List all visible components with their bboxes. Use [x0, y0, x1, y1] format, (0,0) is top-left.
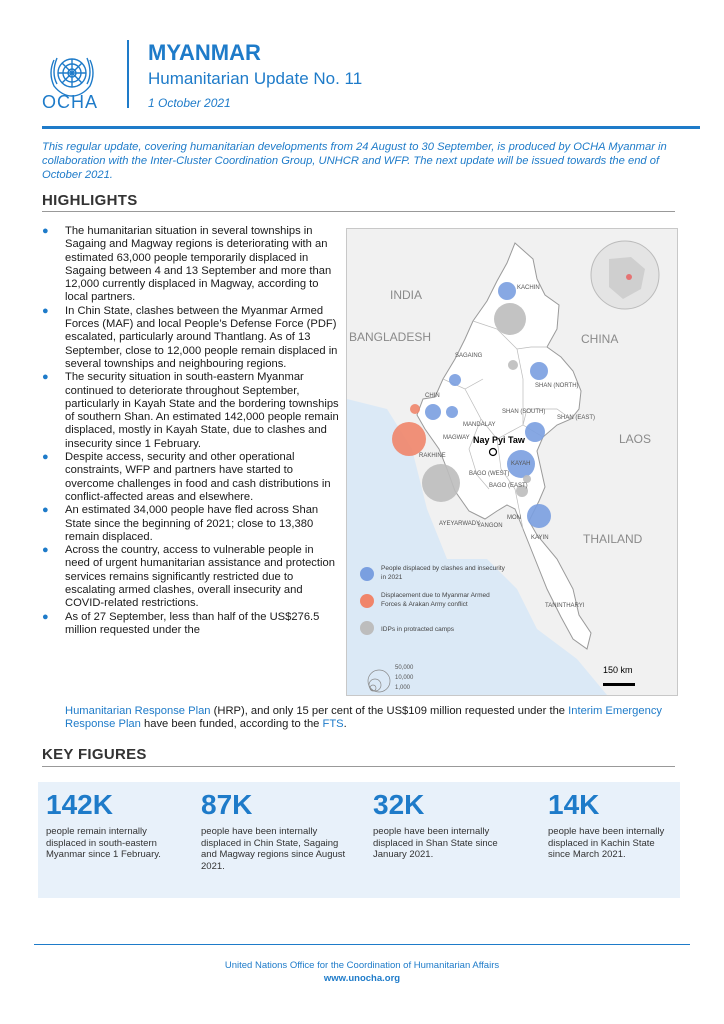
legend-label: in 2021 — [381, 574, 403, 581]
key-figure-text: people have been internally displaced in Shan State since January 2021. — [373, 826, 498, 860]
highlight-item: ● An estimated 34,000 people have fled across Shan State since the beginning of 2021; close to 13,380 remain displaced. — [42, 504, 319, 543]
highlight-item: ● The humanitarian situation in several townships in Sagaing and Magway regions is deteriorating with an estimated 63,000 people temporarily displaced in Sagaing between 4 and 13 September and more than 12,000 currently displaced in Magway, according to local partners. — [42, 225, 332, 304]
key-figure — [46, 788, 171, 861]
bullet-icon: ● — [42, 225, 49, 237]
highlight-item: ● The security situation in south-eastern Myanmar continued to deteriorate throughout September, particularly in Kayah State and the bordering townships of southern Shan. An estimated 142,000 people remain displaced, mostly in Kayah State, due to clashes and insecurity since 1 February. — [42, 371, 339, 450]
map-label-country: INDIA — [390, 288, 423, 302]
map-label-region: AYEYARWADY — [439, 521, 481, 527]
size-legend-label: 1,000 — [395, 685, 411, 691]
ierp-link[interactable]: Interim Emergency Response Plan — [65, 705, 663, 731]
highlight-item: ● In Chin State, clashes between the Myanmar Armed Forces (MAF) and local People’s Defense Force (PDF) escalated, particularly around Thantlang. As of 13 September, close to 12,000 people remain displaced in several townships and neighbouring regions. — [42, 304, 338, 370]
map-label-country: LAOS — [619, 432, 652, 446]
bullet-icon: ● — [42, 504, 49, 517]
map-label-country: BANGLADESH — [349, 330, 432, 344]
map-label-region: YANGON — [477, 523, 503, 529]
highlights-heading: HIGHLIGHTS — [42, 192, 138, 209]
map-label-region: SHAN (EAST) — [557, 415, 596, 421]
page-subtitle: Humanitarian Update No. 11 — [148, 69, 363, 88]
header-rule — [42, 126, 700, 129]
bullet-icon: ● — [42, 304, 49, 317]
page-title: MYANMAR — [148, 40, 261, 65]
bullet-icon: ● — [42, 371, 49, 384]
key-figure — [201, 788, 356, 872]
highlights-list — [40, 225, 340, 637]
capital-label: Nay Pyi Taw — [473, 435, 525, 445]
legend-label: IDPs in protracted camps — [381, 626, 454, 633]
key-figure-text: people have been internally displaced in Chin State, Sagaing and Magway regions since August 2021. — [201, 826, 346, 872]
header-divider — [127, 40, 129, 108]
footer-website-link[interactable]: www.unocha.org — [323, 973, 401, 984]
highlights-rule — [42, 211, 675, 212]
legend-label: Forces & Arakan Army conflict — [381, 601, 468, 608]
highlight-item: ● As of 27 September, less than half of the US$276.5 million requested under the — [42, 610, 320, 636]
key-figure-number: 87K — [201, 789, 253, 820]
intro-paragraph: This regular update, covering humanitarian developments from 24 August to 30 September, is produced by OCHA Myanmar in collaboration with the Inter-Cluster Coordination Group, UNHCR and WFP. The next update will be issued towards the end of October 2021. — [42, 141, 667, 181]
map-label-region: SHAN (NORTH) — [535, 383, 579, 389]
map-label-region: BAGO (WEST) — [469, 471, 510, 477]
highlight-item: ● Across the country, access to vulnerable people in need of urgent humanitarian assistance and protection services remains significantly restricted due to escalating armed clashes, overall insecurity and COVID-related restrictions. — [42, 544, 335, 610]
map-label-country: THAILAND — [583, 532, 643, 546]
hrp-link[interactable]: Humanitarian Response Plan — [65, 705, 211, 717]
ocha-logo-text: OCHA — [42, 92, 99, 112]
map-label-region: MANDALAY — [463, 422, 496, 428]
scale-label: 150 km — [603, 665, 633, 675]
publication-date: 1 October 2021 — [148, 96, 231, 110]
legend-label: Displacement due to Myanmar Armed — [381, 592, 490, 599]
map-label-region: BAGO (EAST) — [489, 483, 528, 489]
map-label-region: MAGWAY — [443, 435, 470, 441]
key-figures-panel — [38, 782, 680, 898]
footer-rule — [34, 944, 690, 945]
key-figures-heading: KEY FIGURES — [42, 746, 147, 763]
scale-bar — [603, 683, 635, 686]
bullet-icon: ● — [42, 451, 49, 464]
highlight-item-continued: Humanitarian Response Plan (HRP), and only 15 per cent of the US$109 million requested under the Interim Emergency Response Plan have been funded, according to the FTS. — [65, 705, 663, 731]
legend-label: People displaced by clashes and insecurity — [381, 565, 505, 572]
map-label-region: RAKHINE — [419, 453, 446, 459]
map-label-region: TANINTHARYI — [545, 603, 585, 609]
size-legend-label: 10,000 — [395, 675, 414, 681]
key-figure-text: people remain internally displaced in south-eastern Myanmar since 1 February. — [46, 826, 161, 860]
map-label-region: KACHIN — [517, 285, 540, 291]
map-label-region: CHIN — [425, 393, 440, 399]
map-label-country: CHINA — [581, 332, 619, 346]
fts-link[interactable]: FTS — [322, 718, 344, 731]
footer-org-name: United Nations Office for the Coordination of Humanitarian Affairs — [224, 960, 500, 971]
key-figure-number: 32K — [373, 789, 425, 820]
map-label-region: KAYAH — [511, 461, 531, 467]
bullet-icon: ● — [42, 544, 49, 557]
map-label-region: SHAN (SOUTH) — [502, 409, 546, 415]
highlight-item: ● Despite access, security and other operational constraints, WFP and partners have started to overcome challenges in food and cash distributions in conflict-affected areas and elsewhere. — [42, 451, 331, 503]
size-legend-label: 50,000 — [395, 665, 414, 671]
key-figure-text: people have been internally displaced in Kachin State since March 2021. — [548, 826, 665, 860]
key-figure-number: 142K — [46, 789, 113, 820]
key-figure-number: 14K — [548, 789, 600, 820]
key-figure — [373, 788, 508, 861]
capital-marker-icon — [490, 449, 497, 456]
map-label-region: MON — [507, 515, 521, 521]
map-label-region: KAYIN — [531, 535, 549, 541]
map-label-region: SAGAING — [455, 353, 483, 359]
myanmar-map — [346, 228, 678, 696]
bullet-icon: ● — [42, 610, 49, 623]
key-figures-rule — [42, 766, 675, 767]
key-figure — [548, 788, 673, 861]
